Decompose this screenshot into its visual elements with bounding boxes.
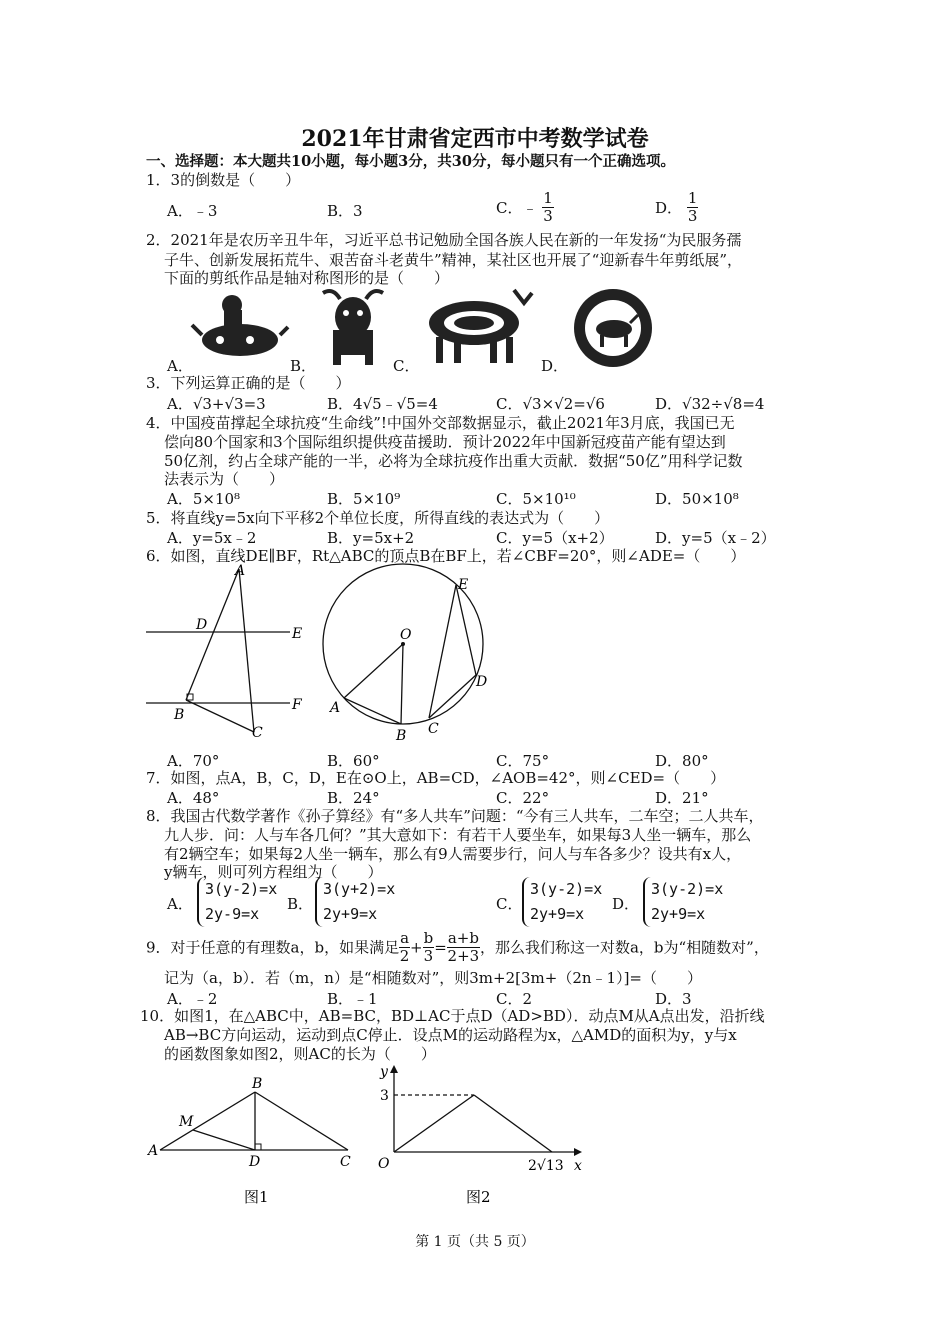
question-5-stem: 5．将直线y=5x向下平移2个单位长度，所得直线的表达式为（ ） — [146, 509, 610, 527]
page-footer: 第 1 页（共 5 页） — [415, 1234, 535, 1250]
svg-text:O: O — [378, 1156, 390, 1172]
q3-option-c: C．√3×√2=√6 — [496, 395, 605, 413]
svg-text:E: E — [458, 577, 469, 593]
q8-option-a-system: 3(y-2)=x 2y-9=x — [197, 877, 277, 927]
question-8-line4: y辆车，则可列方程组为（ ） — [164, 863, 383, 881]
section-heading: 一、选择题：本大题共10小题，每小题3分，共30分，每小题只有一个正确选项。 — [146, 153, 675, 170]
question-10-line1: 10．如图1，在△ABC中，AB=BC，BD⊥AC于点D（AD>BD）．动点M从A点出发，沿折线 — [140, 1007, 765, 1025]
q2-option-c: C． — [393, 357, 420, 375]
q7-option-b: B．24° — [327, 789, 380, 807]
q8-option-a-label: A． — [167, 895, 193, 913]
q5-option-d: D．y=5（x﹣2） — [655, 529, 776, 547]
question-8-line3: 有2辆空车；如果每2人坐一辆车，那么有9人需要步行，问人与车各多少？设共有x人， — [164, 845, 742, 863]
q7-figure — [318, 562, 503, 747]
svg-text:x: x — [574, 1158, 582, 1174]
page-title: 2021年甘肃省定西市中考数学试卷 — [301, 126, 649, 152]
q9-option-c: C．2 — [496, 990, 533, 1008]
question-4-line2: 偿向80个国家和3个国际组织提供疫苗援助．预计2022年中国新冠疫苗产能有望达到 — [164, 433, 726, 451]
question-4-line4: 法表示为（ ） — [164, 470, 285, 488]
question-2-line2: 子牛、创新发展拓荒牛、艰苦奋斗老黄牛”精神，某社区也开展了“迎新春牛年剪纸展”， — [164, 251, 743, 269]
ox-papercut-a — [190, 285, 290, 365]
question-9-line1: 9．对于任意的有理数a，b，如果满足 $\frac{a}{2}$ + $\frac{b}{3}$ = $\frac{a+b}{2+3}$ ，那么我们称这一对数a，b为“相随数对”， — [146, 929, 769, 965]
q9-option-b: B．﹣1 — [327, 990, 378, 1008]
q2-option-b: B． — [290, 357, 317, 375]
q2-option-d: D． — [541, 357, 569, 375]
q7-option-d: D．21° — [655, 789, 709, 807]
q8-option-c-label: C． — [496, 895, 523, 913]
q8-option-c-system: 3(y-2)=x 2y+9=x — [522, 877, 602, 927]
q8-option-d-label: D． — [612, 895, 640, 913]
q9-option-a: A．﹣2 — [167, 990, 218, 1008]
q1-option-c: C．﹣ $\frac{1}{3}$ — [496, 189, 553, 225]
q5-option-c: C．y=5（x+2） — [496, 529, 614, 547]
svg-text:C: C — [252, 725, 263, 741]
svg-text:D: D — [196, 617, 208, 633]
svg-text:3: 3 — [380, 1088, 389, 1104]
q6-option-b: B．60° — [327, 752, 380, 770]
q9-option-d: D．3 — [655, 990, 692, 1008]
q5-option-b: B．y=5x+2 — [327, 529, 415, 547]
question-1-stem: 1．3的倒数是（ ） — [146, 171, 301, 189]
q6-option-a: A．70° — [167, 752, 220, 770]
q1-option-b: B．3 — [327, 202, 363, 220]
q7-option-c: C．22° — [496, 789, 550, 807]
q3-option-a: A．√3+√3=3 — [167, 395, 266, 413]
ox-papercut-b — [318, 285, 388, 367]
question-4-line3: 50亿剂，约占全球产能的一半，必将为全球抗疫作出重大贡献．数据“50亿”用科学记数 — [164, 452, 743, 470]
q3-option-d: D．√32÷√8=4 — [655, 395, 765, 413]
question-10-line2: AB→BC方向运动，运动到点C停止．设点M的运动路程为x，△AMD的面积为y，y与x — [164, 1026, 737, 1044]
svg-text:O: O — [400, 627, 412, 643]
svg-text:B: B — [174, 707, 185, 723]
q1-option-a: A．﹣3 — [167, 202, 218, 220]
question-6-stem: 6．如图，直线DE∥BF，Rt△ABC的顶点B在BF上，若∠CBF=20°，则∠ADE=（ ） — [146, 547, 746, 565]
svg-text:D: D — [476, 674, 488, 690]
question-8-line2: 九人步．问：人与车各几何？”其大意如下：有若干人要坐车，如果每3人坐一辆车，那么 — [164, 826, 752, 844]
svg-text:y: y — [380, 1064, 388, 1080]
q8-option-d-system: 3(y-2)=x 2y+9=x — [643, 877, 723, 927]
ox-papercut-d — [572, 287, 654, 369]
q6-option-d: D．80° — [655, 752, 709, 770]
q4-option-c: C．5×10¹⁰ — [496, 490, 576, 508]
svg-text:E: E — [292, 626, 303, 642]
svg-text:C: C — [340, 1154, 351, 1170]
q7-option-a: A．48° — [167, 789, 220, 807]
q3-option-b: B．4√5﹣√5=4 — [327, 395, 438, 413]
svg-text:A: A — [148, 1143, 159, 1159]
q6-figure — [140, 562, 310, 747]
q2-option-a: A． — [167, 357, 193, 375]
question-2-line1: 2．2021年是农历辛丑牛年，习近平总书记勉励全国各族人民在新的一年发扬“为民服务孺 — [146, 231, 742, 249]
q5-option-a: A．y=5x﹣2 — [167, 529, 257, 547]
svg-text:D: D — [249, 1154, 261, 1170]
q10-figure-1 — [140, 1068, 360, 1213]
q1-option-d: D． $\frac{1}{3}$ — [655, 189, 698, 225]
q4-option-b: B．5×10⁹ — [327, 490, 401, 508]
ox-papercut-c — [424, 285, 536, 367]
q4-option-d: D．50×10⁸ — [655, 490, 739, 508]
svg-text:图1: 图1 — [244, 1188, 269, 1206]
q4-option-a: A．5×10⁸ — [167, 490, 241, 508]
svg-text:A: A — [330, 700, 341, 716]
svg-text:B: B — [252, 1076, 263, 1092]
svg-text:F: F — [292, 697, 302, 713]
svg-text:M: M — [179, 1114, 194, 1130]
question-10-line3: 的函数图象如图2，则AC的长为（ ） — [164, 1045, 436, 1063]
question-4-line1: 4．中国疫苗撑起全球抗疫“生命线”!中国外交部数据显示，截止2021年3月底，我国已无 — [146, 414, 735, 432]
svg-text:B: B — [396, 728, 407, 744]
svg-text:图2: 图2 — [466, 1188, 491, 1206]
svg-text:A: A — [235, 563, 246, 579]
q6-option-c: C．75° — [496, 752, 550, 770]
question-7-stem: 7．如图，点A，B，C，D，E在⊙O上，AB=CD，∠AOB=42°，则∠CED=（ ） — [146, 769, 726, 787]
q10-figure-2 — [370, 1060, 590, 1215]
question-3-stem: 3．下列运算正确的是（ ） — [146, 374, 351, 392]
question-2-line3: 下面的剪纸作品是轴对称图形的是（ ） — [164, 269, 450, 287]
question-8-line1: 8．我国古代数学著作《孙子算经》有“多人共车”问题：“今有三人共车，二车空；二人共车， — [146, 807, 764, 825]
q8-option-b-system: 3(y+2)=x 2y+9=x — [315, 877, 395, 927]
question-9-line2: 记为（a，b）．若（m，n）是“相随数对”，则3m+2[3m+（2n﹣1）]=（ ） — [164, 969, 703, 987]
svg-text:2√13: 2√13 — [528, 1158, 564, 1174]
q8-option-b-label: B． — [287, 895, 314, 913]
svg-text:C: C — [428, 721, 439, 737]
